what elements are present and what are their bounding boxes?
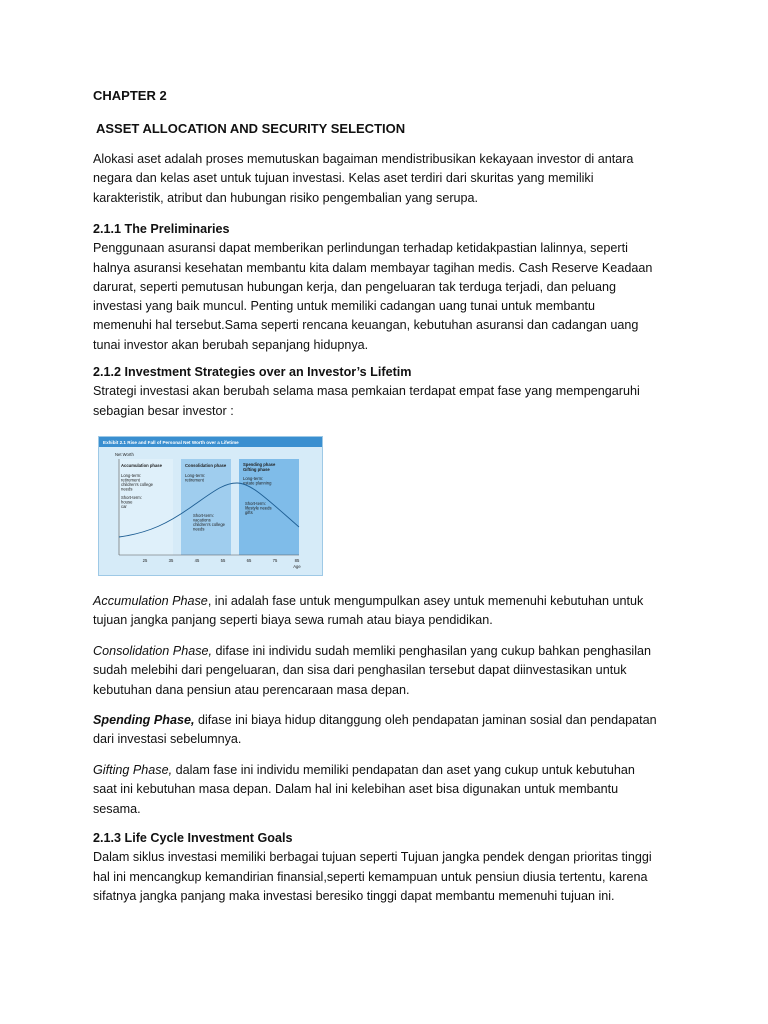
exhibit-figure [98, 436, 323, 576]
text-line: Strategi investasi akan berubah selama masa pemkaian terdapat empat fase yang mempengaruhi [93, 384, 640, 399]
text-line: Accumulation Phase, ini adalah fase untuk mengumpulkan asey untuk memenuhi kebutuhan untuk [93, 594, 644, 608]
note-line: needs [193, 526, 205, 532]
x-tick-label: 85 [294, 558, 300, 563]
section-2-1-3 [93, 829, 683, 906]
exhibit-svg [99, 437, 322, 575]
phase-title: Consolidation phase [185, 463, 227, 468]
x-axis-label: Age [293, 564, 301, 569]
note-line: Long-term: [243, 476, 264, 481]
section-heading: 2.1.1 The Preliminaries [93, 222, 230, 236]
phase-label: Consolidation Phase, [93, 644, 213, 658]
x-tick-label: 65 [246, 558, 252, 563]
x-tick-label: 25 [142, 558, 148, 563]
text-line: sudah melebihi dari pengeluaran, dan sisa dari penghasilan tersebut dapat diinvestasikan untuk [93, 663, 627, 678]
text-line: karakteristik, atribut dan hubungan risiko pengembalian yang serupa. [93, 190, 479, 205]
spending-paragraph [93, 711, 683, 750]
text-line: memenuhi hal tersebut.Sama seperti rencana keuangan, kebutuhan asuransi dan cadangan uang [93, 318, 639, 333]
text-line: Alokasi aset adalah proses memutuskan bagaiman mendistribusikan kekayaan investor di antara [93, 152, 634, 166]
note-line: children's college [121, 482, 153, 487]
x-tick-label: 75 [272, 558, 278, 563]
text-line: sifatnya jangka panjang maka investasi beresiko tinggi dapat membantu memenuhi tujuan ini. [93, 888, 615, 903]
text-line: Dalam siklus investasi memiliki berbagai tujuan seperti Tujuan jangka pendek dengan prioritas tinggi [93, 850, 652, 865]
text-line: kebutuhan dana pensiun atau perencaraan masa depan. [93, 682, 410, 697]
phase-label: Accumulation Phase [93, 594, 208, 608]
text-line: saat ini kebutuhan masa depan. Dalam hal ini kelebihan aset bisa digunakan untuk membantu [93, 782, 619, 797]
note-line: Short-term: [193, 513, 214, 518]
text-line: hal ini mencangkup kemandirian finansial,seperti kemampuan untuk pensiun diusia tertentu, karena [93, 869, 648, 884]
note-line: Short-term: [121, 495, 142, 500]
phase-label: Spending Phase, [93, 713, 195, 727]
text-line: sesama. [93, 801, 141, 816]
section-2-1-1 [93, 220, 683, 355]
section-2-1-2 [93, 363, 683, 421]
note-line: lifestyle needs [245, 505, 272, 511]
text-line: investasi yang baik muncul. Penting untuk memiliki cadangan uang tunai untuk membantu [93, 299, 595, 314]
text-line: tujuan jangka panjang seperti biaya sewa rumah atau biaya pendidikan. [93, 613, 493, 628]
section-heading: 2.1.3 Life Cycle Investment Goals [93, 831, 293, 845]
x-tick-label: 55 [220, 558, 226, 563]
section-heading: 2.1.2 Investment Strategies over an Investor’s Lifetim [93, 365, 412, 379]
note-line: retirement [121, 477, 140, 483]
text-line: dari investasi sebelumnya. [93, 732, 242, 747]
text-line: Penggunaan asuransi dapat memberikan perlindungan terhadap ketidakpastian lalinnya, seperti [93, 241, 628, 256]
consolidation-paragraph [93, 642, 683, 700]
phase-title: Gifting phase [243, 467, 270, 472]
note-line: Short-term: [245, 501, 266, 506]
note-line: house [121, 499, 133, 505]
note-line: gifts [245, 510, 253, 515]
gifting-paragraph [93, 761, 683, 819]
note-line: children's college [193, 522, 225, 527]
chapter-title: ASSET ALLOCATION AND SECURITY SELECTION [96, 121, 406, 136]
text-line: sebagian besar investor : [93, 403, 234, 418]
text-line: halnya asuransi kesehatan membantu kita dalam membayar tagihan medis. Cash Reserve Keadaan [93, 260, 653, 275]
phase-title: Accumulation phase [121, 463, 162, 468]
text-line: Gifting Phase, dalam fase ini individu memiliki pendapatan dan aset yang cukup untuk kebutuhan [93, 763, 635, 777]
phase-label: Gifting Phase, [93, 763, 173, 777]
accumulation-paragraph [93, 592, 683, 631]
note-line: retirement [185, 477, 204, 483]
text-line: Spending Phase, difase ini biaya hidup ditanggung oleh pendapatan jaminan sosial dan pendapatan [93, 713, 657, 727]
exhibit-ylabel: Net Worth [115, 452, 134, 457]
note-line: vacations [193, 517, 211, 523]
exhibit-header-text: Exhibit 2.1 Rise and Fall of Personal Net Worth over a Lifetime [103, 440, 239, 445]
x-tick-label: 45 [194, 558, 200, 563]
text-line: darurat, seperti pemutusan hubungan kerja, dan pengeluaran tak terduga terjadi, dan peluang [93, 279, 617, 294]
text-line: negara dan kelas aset untuk tujuan investasi. Kelas aset terdiri dari skuritas yang memiliki [93, 171, 594, 186]
note-line: Long-term: [185, 473, 206, 478]
note-line: estate planning [243, 480, 272, 486]
intro-paragraph [93, 150, 683, 208]
note-line: needs [121, 486, 133, 492]
phase-title: Spending phase [243, 462, 276, 467]
text-line: Consolidation Phase, difase ini individu sudah memliki penghasilan yang cukup bahkan penghasilan [93, 644, 652, 658]
chapter-label: CHAPTER 2 [93, 88, 167, 103]
note-line: Long-term: [121, 473, 142, 478]
note-line: car [121, 504, 127, 509]
text-line: tunai investor akan berubah sepanjang hidupnya. [93, 337, 369, 352]
x-tick-label: 35 [168, 558, 174, 563]
